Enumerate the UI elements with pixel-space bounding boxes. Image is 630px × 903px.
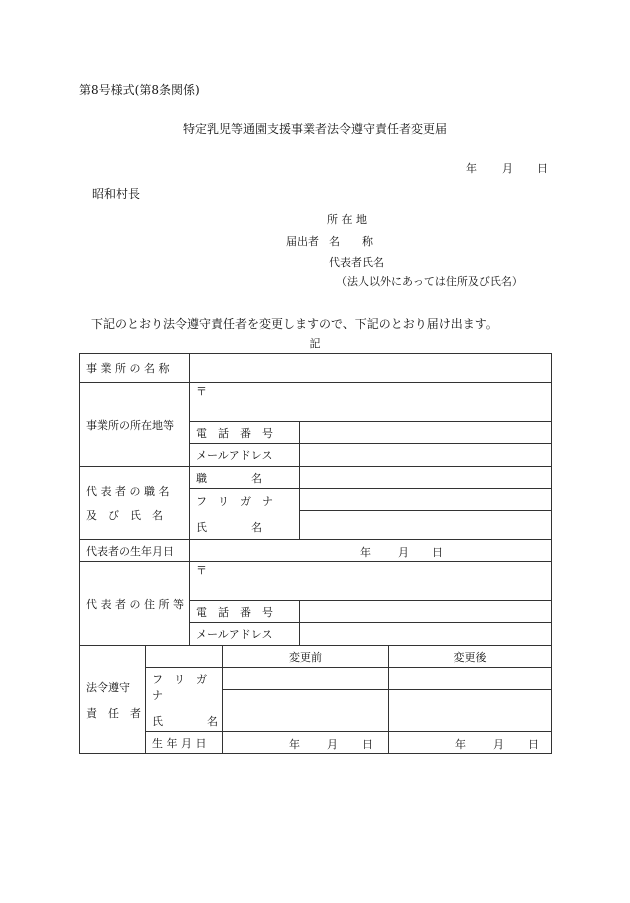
rep-address-label: 代 表 者 の 住 所 等	[80, 562, 190, 646]
rep-post-label: 職 名	[190, 467, 300, 489]
rep-birth-month: 月	[398, 545, 410, 559]
rep-email-label: メールアドレス	[190, 623, 300, 646]
rep-name-label: 代表者氏名	[329, 256, 384, 269]
office-phone-label: 電 話 番 号	[190, 422, 300, 444]
rep-furigana-field[interactable]	[300, 489, 552, 511]
date-month-label: 月	[502, 162, 513, 175]
before-birth-month: 月	[327, 737, 339, 751]
header-spacer	[146, 646, 223, 668]
date-year-label: 年	[466, 162, 477, 175]
form-number: 第8号様式(第8条関係)	[79, 83, 200, 97]
rep-post-field[interactable]	[300, 467, 552, 489]
office-email-label: メールアドレス	[190, 444, 300, 467]
before-name-field[interactable]	[223, 690, 389, 732]
office-phone-field[interactable]	[300, 422, 552, 444]
compliance-officer-label: 法令遵守 責 任 者	[80, 646, 146, 754]
after-furigana-field[interactable]	[389, 668, 552, 690]
ki-mark: 記	[309, 337, 321, 350]
date-day-label: 日	[537, 162, 548, 175]
notification-table	[79, 353, 552, 754]
rep-phone-label: 電 話 番 号	[190, 601, 300, 623]
rep-birth-label: 代表者の生年月日	[80, 540, 190, 562]
office-name-field[interactable]	[190, 354, 552, 383]
after-birth-field[interactable]	[389, 732, 552, 754]
corporate-note: （法人以外にあっては住所及び氏名）	[336, 275, 523, 288]
submitter-label: 届出者	[286, 235, 319, 248]
rep-birth-field[interactable]	[190, 540, 552, 562]
after-header: 変更後	[389, 646, 552, 668]
office-address-label: 事業所の所在地等	[80, 383, 190, 467]
name-label: 名 称	[329, 235, 373, 248]
officer-birth-label: 生 年 月 日	[146, 732, 223, 754]
rep-email-field[interactable]	[300, 623, 552, 646]
rep-name-field[interactable]	[300, 511, 552, 540]
officer-furigana-name-label: フ リ ガ ナ 氏 名	[146, 668, 223, 732]
before-birth-year: 年	[289, 737, 301, 751]
office-email-field[interactable]	[300, 444, 552, 467]
before-furigana-field[interactable]	[223, 668, 389, 690]
rep-title-name-label: 代 表 者 の 職 名 及 び 氏 名	[80, 467, 190, 540]
rep-phone-field[interactable]	[300, 601, 552, 623]
rep-birth-year: 年	[360, 545, 372, 559]
after-birth-day: 日	[528, 737, 540, 751]
before-birth-field[interactable]	[223, 732, 389, 754]
office-name-label: 事 業 所 の 名 称	[80, 354, 190, 383]
addressee: 昭和村長	[92, 187, 141, 201]
statement-text: 下記のとおり法令遵守責任者を変更しますので、下記のとおり届け出ます。	[91, 317, 498, 331]
form-title: 特定乳児等通園支援事業者法令遵守責任者変更届	[182, 122, 447, 136]
office-postal-field[interactable]	[190, 383, 552, 422]
address-label: 所 在 地	[327, 213, 367, 226]
rep-furigana-name-label: フ リ ガ ナ 氏 名	[190, 489, 300, 540]
rep-postal-field[interactable]	[190, 562, 552, 601]
before-header: 変更前	[223, 646, 389, 668]
after-birth-year: 年	[455, 737, 467, 751]
postal-mark: 〒	[196, 385, 208, 398]
after-name-field[interactable]	[389, 690, 552, 732]
postal-mark: 〒	[196, 564, 208, 577]
rep-birth-day: 日	[432, 545, 444, 559]
after-birth-month: 月	[493, 737, 505, 751]
before-birth-day: 日	[362, 737, 374, 751]
